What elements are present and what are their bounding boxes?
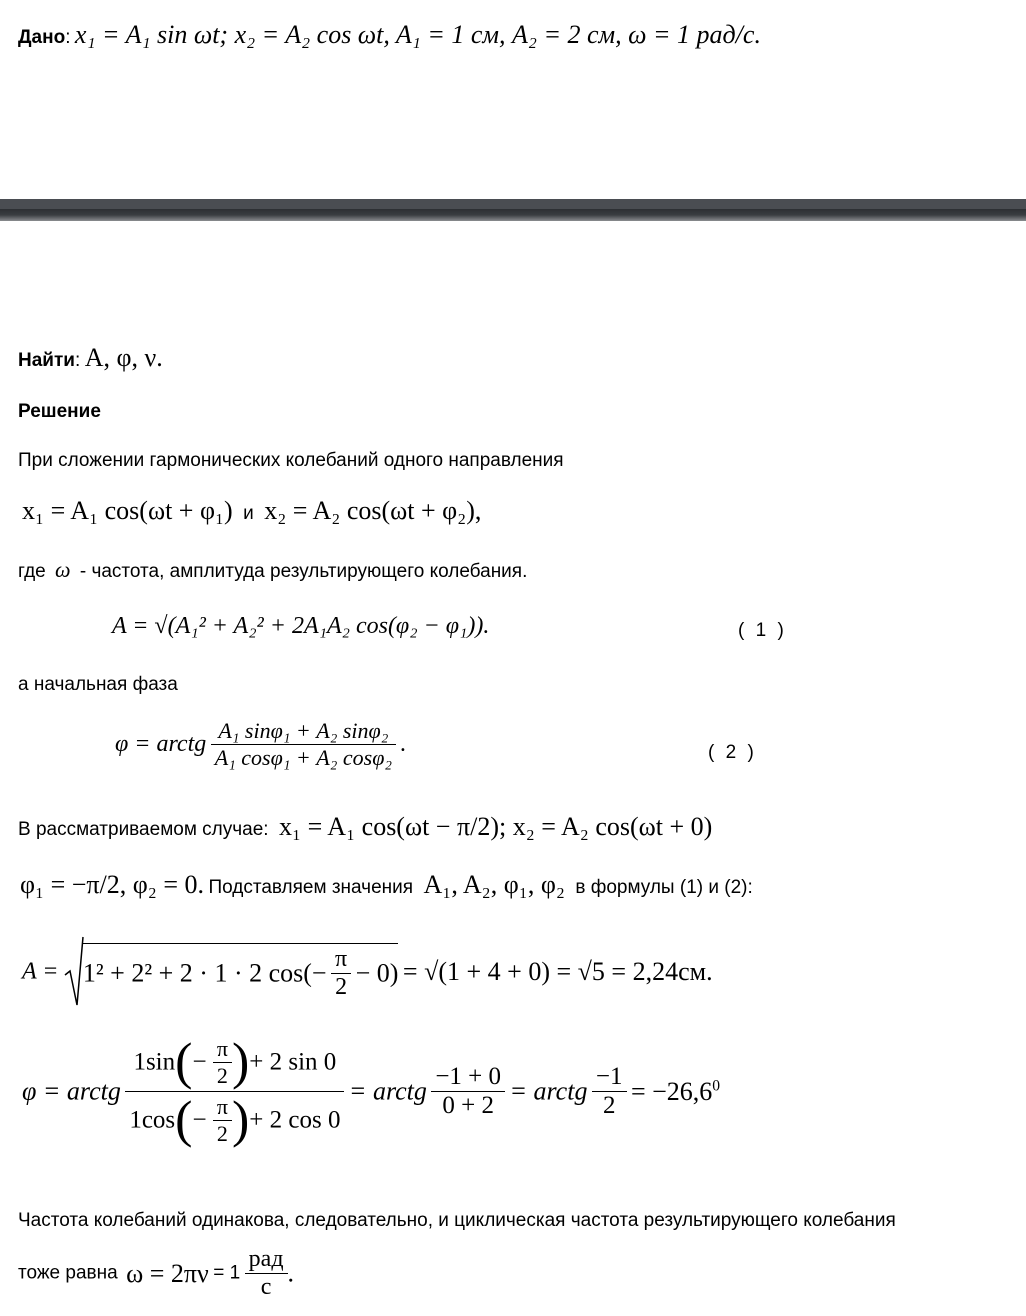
equation-2-fraction: $\frac{\text{A₁ sinφ₁ + A₂ sinφ₂}}{\text{A₁ cosφ₁ + A₂ cosφ₂}}$: [211, 718, 396, 771]
degree-mark: 0: [712, 1077, 721, 1095]
phase-fraction-2: $\frac{-1 + 0}{0 + 2}$: [431, 1063, 505, 1120]
equation-1: A = √(A₁² + A₂² + 2A₁A₂ cos(φ₂ − φ₁)).: [112, 613, 490, 639]
paragraph-7: тоже равна ω = 2πν = 1 $\frac{\text{рад}}{с}$ .: [18, 1246, 295, 1300]
solution-heading: Решение: [18, 401, 101, 422]
paragraph-6: Частота колебаний одинакова, следовательно, и циклическая частота результирующего колебания: [18, 1210, 896, 1231]
phase-fraction-3: $\frac{-1}{2}$: [592, 1063, 627, 1120]
conjunction: и: [243, 503, 254, 524]
omega-symbol: ω: [55, 557, 71, 582]
equation-2-number: ( 2 ): [708, 742, 757, 763]
amplitude-calculation: A = 1² + 2² + 2 · 1 · 2 cos(− $\frac{\pi}{2}$ − 0) = √(1 + 4 + 0) = √5 = 2,24см.: [22, 935, 713, 1009]
paragraph-5: φ₁ = −π/2, φ₂ = 0. Подставляем значения A₁, A₂, φ₁, φ₂ в формулы (1) и (2):: [20, 870, 753, 899]
equation-2: φ = arctg $\frac{\text{A₁ sinφ₁ + A₂ sinφ₂}}{\text{A₁ cosφ₁ + A₂ cosφ₂}}$ .: [115, 718, 407, 770]
page-divider: [0, 199, 1026, 221]
given-formula: x₁ = A₁ sin ωt; x₂ = A₂ cos ωt, A₁ = 1 см, A₂ = 2 см, ω = 1 рад/с.: [74, 20, 761, 49]
substitution-vars: A₁, A₂, φ₁, φ₂: [423, 870, 565, 899]
phase-values: φ₁ = −π/2, φ₂ = 0.: [20, 870, 204, 899]
oscillations-equations: [22, 496, 481, 526]
find-label: Найти: [18, 350, 75, 371]
paragraph-4: В рассматриваемом случае: x₁ = A₁ cos(ωt − π/2); x₂ = A₂ cos(ωt + 0): [18, 812, 713, 841]
phase-calculation: φ = arctg 1sin(− $\frac{\pi}{2}$ )+ 2 sin 0 1cos(− $\frac{\pi}{2}$ )+ 2 cos 0 = arctg $\frac{-1 + 0}{0 + 2}$ = arctg $\frac{-1}{2}$ = $-26,6^0$: [22, 1033, 721, 1149]
sqrt-sign: [63, 935, 85, 1009]
paragraph-2: где ω - частота, амплитуда результирующего колебания.: [18, 557, 528, 582]
given-line: Дано: x₁ = A₁ sin ωt; x₂ = A₂ cos ωt, A₁ = 1 см, A₂ = 2 см, ω = 1 рад/с.: [18, 20, 761, 49]
cyclic-frequency-formula: ω = 2πν: [126, 1258, 209, 1288]
paragraph-3: а начальная фаза: [18, 674, 178, 695]
oscillation-x2: x₂ = A₂ cos(ωt + φ₂),: [264, 496, 482, 525]
oscillation-x1: x₁ = A₁ cos(ωt + φ₁): [22, 496, 233, 525]
case-formula: x₁ = A₁ cos(ωt − π/2); x₂ = A₂ cos(ωt + 0): [279, 812, 713, 841]
unit-fraction: $\frac{\text{рад}}{с}$: [245, 1246, 288, 1301]
paragraph-1: При сложении гармонических колебаний одного направления: [18, 450, 564, 471]
phase-big-fraction: 1sin(− $\frac{\pi}{2}$ )+ 2 sin 0 1cos(− $\frac{\pi}{2}$ )+ 2 cos 0: [125, 1036, 344, 1147]
sqrt-radicand: 1² + 2² + 2 · 1 · 2 cos(− $\frac{\pi}{2}$ − 0): [83, 943, 399, 1001]
given-label: Дано: [18, 27, 66, 48]
find-formula: A, φ, ν.: [84, 343, 163, 372]
find-line: Найти: A, φ, ν.: [18, 343, 163, 372]
phase-result: = −26,6: [630, 1076, 713, 1106]
equation-1-number: ( 1 ): [738, 620, 787, 641]
